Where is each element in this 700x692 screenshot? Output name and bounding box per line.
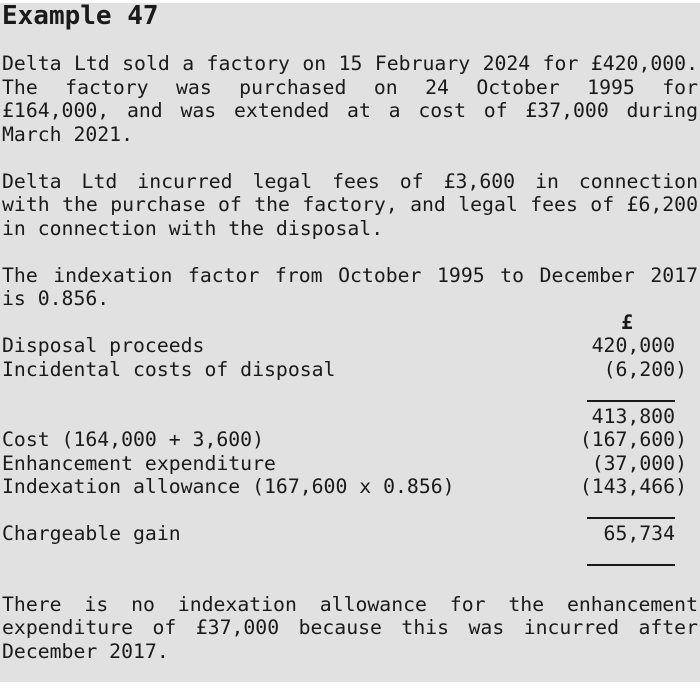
row-label: Enhancement expenditure (2, 451, 276, 475)
paragraph-line: The factory was purchased on 24 October 1995 for (2, 75, 698, 99)
computation-row (2, 405, 698, 429)
row-amount: 413,800 (591, 404, 675, 428)
paragraph-line: Delta Ltd incurred legal fees of £3,600 in connection (2, 169, 698, 193)
paragraph-line: in connection with the disposal. (2, 216, 384, 240)
computation-rows (2, 334, 698, 569)
row-amount: (37,000) (591, 451, 687, 475)
computation-row (2, 358, 698, 382)
spacer (2, 569, 698, 593)
total-rule (587, 400, 675, 402)
computation-row (2, 334, 698, 358)
chargeable-gain-computation (2, 311, 698, 570)
paragraph-line: with the purchase of the factory, and legal fees of £6,200 (2, 193, 698, 216)
paragraph (2, 264, 698, 311)
intro-paragraphs (2, 52, 698, 311)
paragraph-line: Delta Ltd sold a factory on 15 February 2024 for £420,000. (2, 52, 698, 75)
document-page (0, 3, 700, 682)
total-rule (587, 517, 675, 519)
spacer (2, 146, 698, 170)
computation-row (2, 428, 698, 452)
row-label: Disposal proceeds (2, 334, 205, 357)
currency-header: £ (621, 310, 633, 334)
row-label: Cost (164,000 + 3,600) (2, 428, 265, 451)
paragraph-line: The indexation factor from October 1995 to December 2017 (2, 263, 698, 287)
paragraph (2, 52, 698, 146)
computation-header-row (2, 311, 698, 335)
total-rule-row (2, 381, 698, 405)
row-amount: (143,466) (579, 475, 687, 498)
row-amount: (6,200) (603, 357, 687, 381)
spacer (2, 29, 698, 53)
row-label: Chargeable gain (2, 522, 181, 545)
row-amount: (167,600) (579, 428, 687, 451)
computation-row (2, 452, 698, 476)
total-rule (587, 564, 675, 566)
total-rule-row (2, 499, 698, 523)
total-rule-row (2, 546, 698, 570)
paragraph-line: £164,000, and was extended at a cost of £37,000 during (2, 99, 698, 122)
paragraph-line: There is no indexation allowance for the enhancement (2, 592, 698, 616)
paragraph-line: expenditure of £37,000 because this was incurred after (2, 616, 698, 639)
paragraph (2, 170, 698, 241)
row-label: Incidental costs of disposal (2, 357, 336, 381)
paragraph-line: is 0.856. (2, 287, 110, 310)
spacer (2, 240, 698, 264)
row-amount: 65,734 (603, 522, 675, 545)
example-title: Example 47 (2, 3, 159, 31)
paragraph-line: March 2021. (2, 122, 134, 146)
computation-row (2, 522, 698, 546)
closing-paragraph (2, 593, 698, 664)
computation-row (2, 475, 698, 499)
row-label: Indexation allowance (167,600 x 0.856) (2, 475, 455, 498)
row-amount: 420,000 (591, 334, 675, 357)
paragraph-line: December 2017. (2, 639, 169, 663)
